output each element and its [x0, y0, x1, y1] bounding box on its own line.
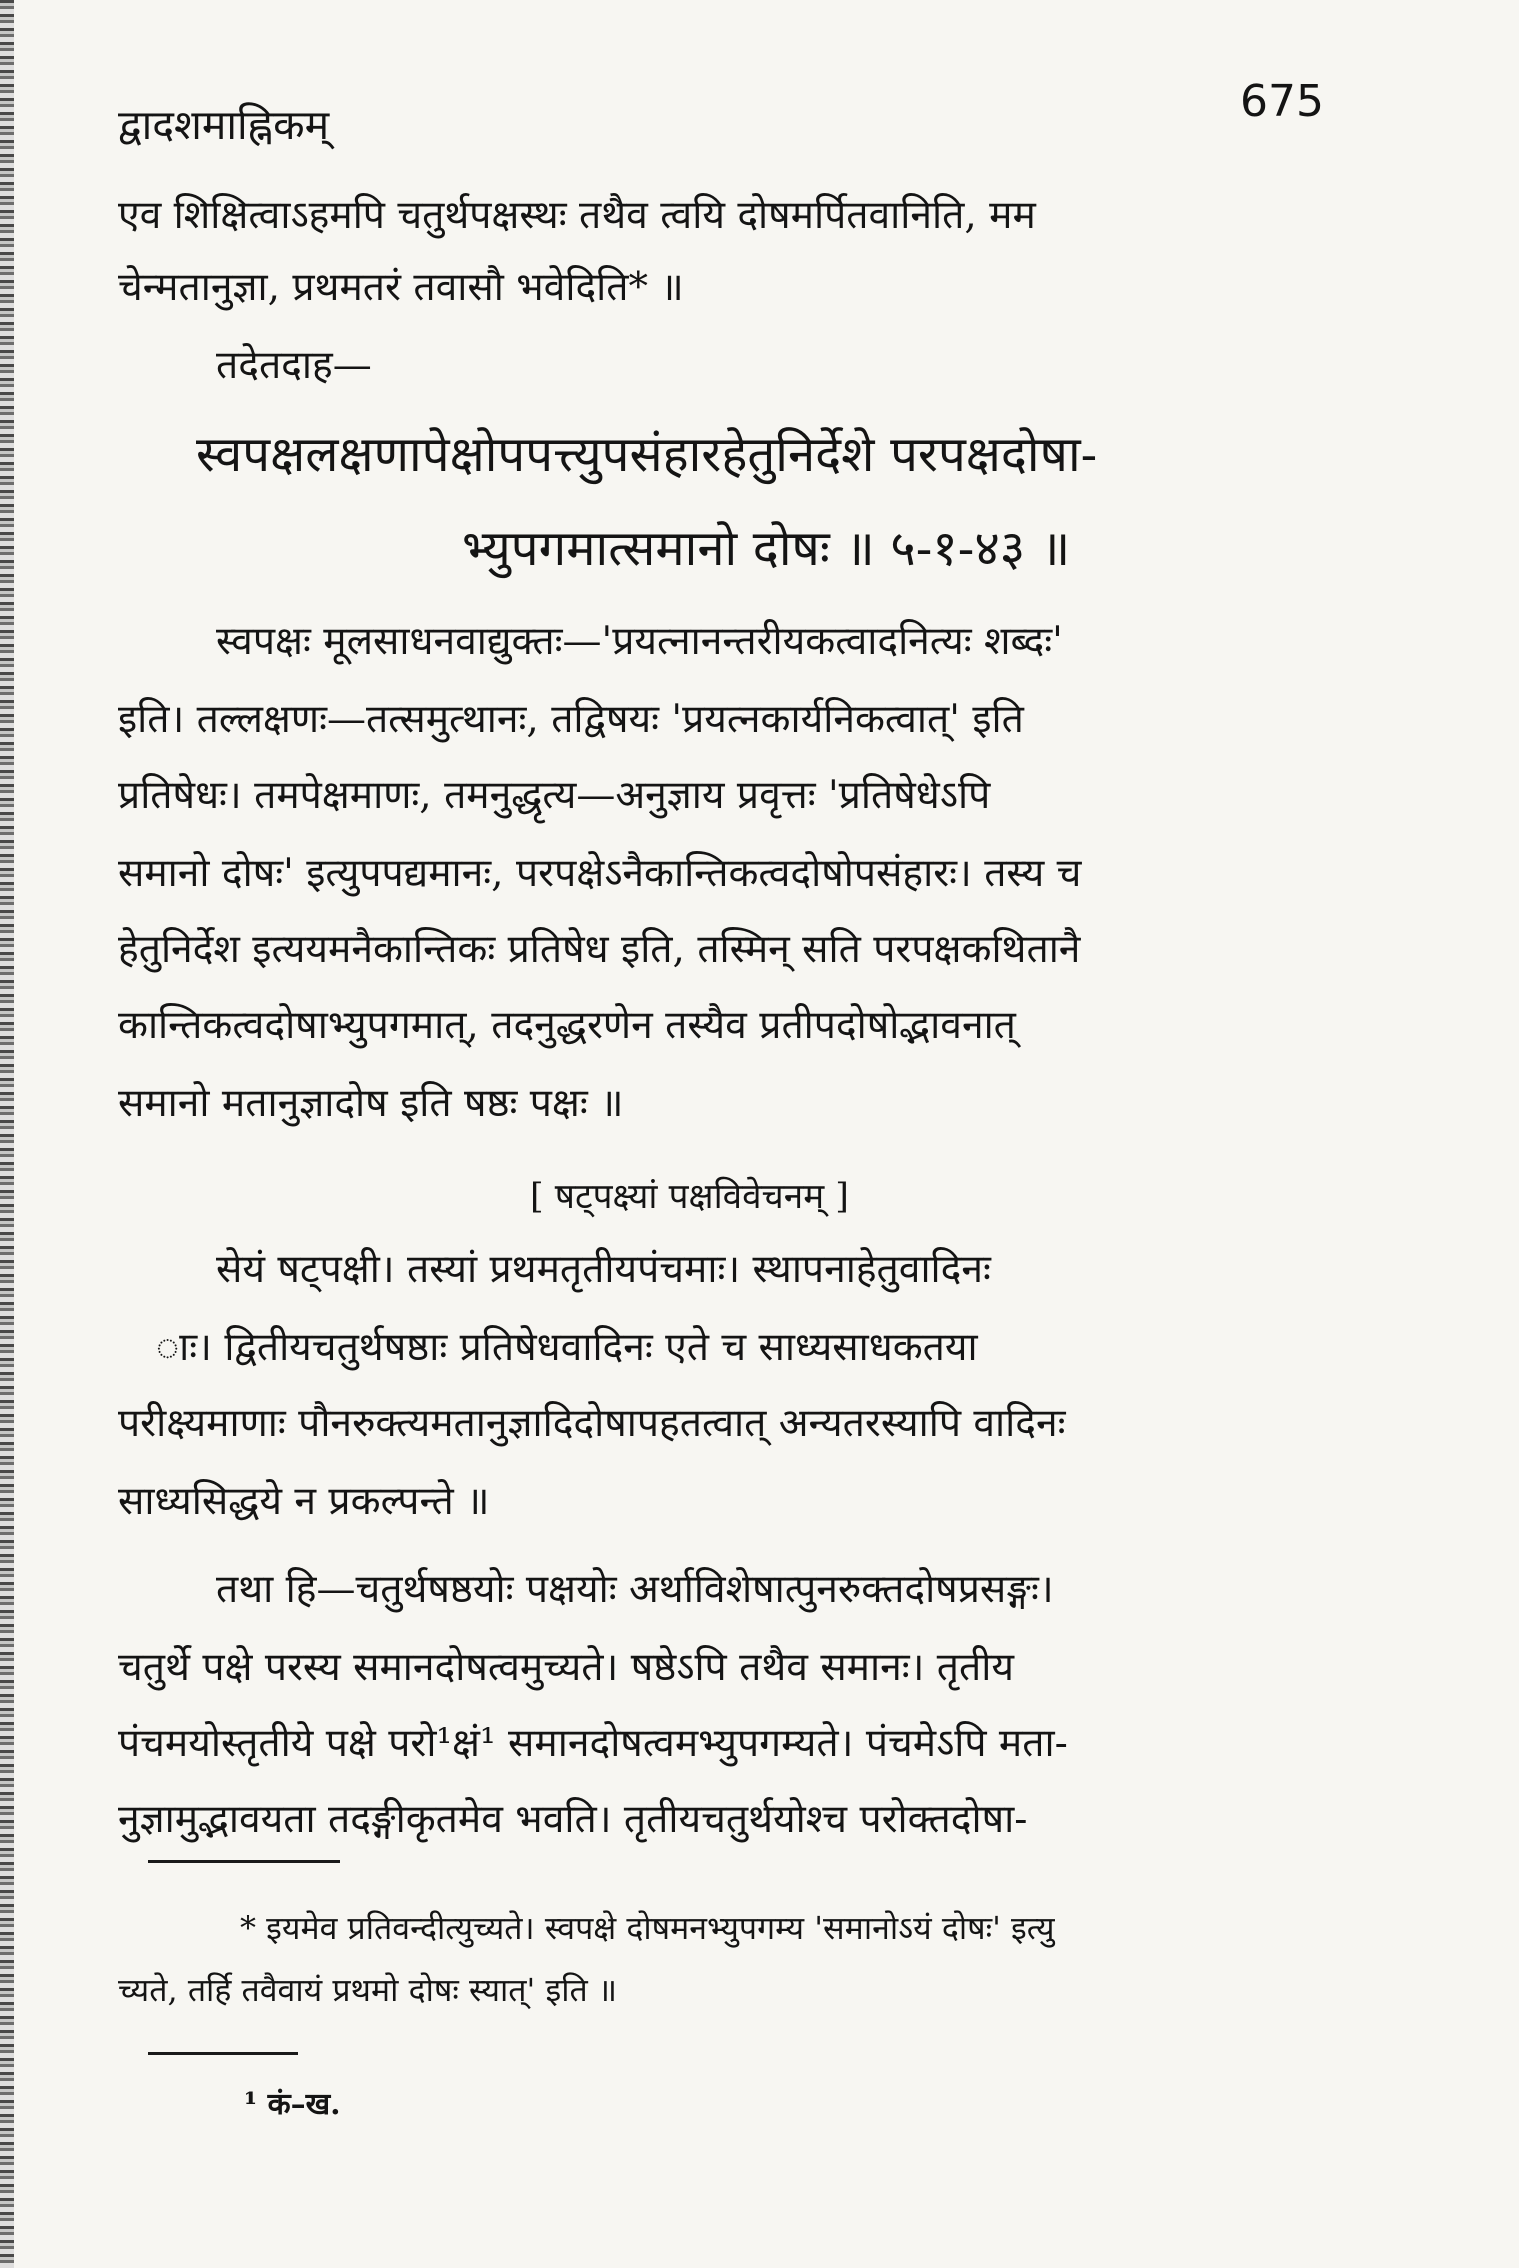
body-line: चेन्मतानुज्ञा, प्रथमतरं तवासौ भवेदिति* ॥	[118, 265, 684, 310]
body-line: चतुर्थे पक्षे परस्य समानदोषत्वमुच्यते। षष्ठेऽपि तथैव समानः। तृतीय	[118, 1645, 1014, 1690]
running-head: द्वादशमाह्निकम्	[118, 101, 330, 149]
body-line: परीक्ष्यमाणाः पौनरुक्त्यमतानुज्ञादिदोषापहतत्वात् अन्यतरस्यापि वादिनः	[118, 1401, 1066, 1446]
body-line: इति। तल्लक्षणः—तत्समुत्थानः, तद्विषयः 'प्रयत्नकार्यनिकत्वात्' इति	[118, 697, 1024, 742]
footnote-star: * इयमेव प्रतिवन्दीत्युच्यते। स्वपक्षे दोषमनभ्युपगम्य 'समानोऽयं दोषः' इत्यु	[240, 1909, 1055, 1947]
body-line: समानो दोषः' इत्युपपद्यमानः, परपक्षेऽनैकान्तिकत्वदोषोपसंहारः। तस्य च	[118, 851, 1082, 896]
sutra-line: भ्युपगमात्समानो दोषः ॥ ५-१-४३ ॥	[462, 520, 1071, 577]
footnote-divider	[148, 2052, 298, 2055]
footnote-star-cont: च्यते, तर्हि तवैवायं प्रथमो दोषः स्यात्' इति ॥	[118, 1971, 618, 2009]
body-line: तथा हि—चतुर्थषष्ठयोः पक्षयोः अर्थाविशेषात्पुनरुक्तदोषप्रसङ्गः।	[216, 1567, 1054, 1612]
body-line: सेयं षट्पक्षी। तस्यां प्रथमतृतीयपंचमाः। स्थापनाहेतुवादिनः	[216, 1247, 991, 1292]
lead-in: तदेतदाह—	[216, 343, 372, 388]
body-line: नुज्ञामुद्भावयता तदङ्गीकृतमेव भवति। तृतीयचतुर्थयोश्च परोक्तदोषा-	[118, 1797, 1028, 1842]
body-line: ाः। द्वितीयचतुर्थषष्ठाः प्रतिषेधवादिनः एते च साध्यसाधकतया	[156, 1325, 978, 1370]
body-line: पंचमयोस्तृतीये पक्षे परो¹क्षं¹ समानदोषत्वमभ्युपगम्यते। पंचमेऽपि मता-	[118, 1721, 1068, 1766]
sutra-line: स्वपक्षलक्षणापेक्षोपपत्त्युपसंहारहेतुनिर्देशे परपक्षदोषा-	[196, 426, 1098, 483]
footnote-divider	[148, 1860, 340, 1863]
body-line: हेतुनिर्देश इत्ययमनैकान्तिकः प्रतिषेध इति, तस्मिन् सति परपक्षकथितानै	[118, 927, 1081, 972]
variant-footnote: ¹ कं–ख.	[244, 2087, 341, 2122]
body-line: कान्तिकत्वदोषाभ्युपगमात्, तदनुद्धरणेन तस्यैव प्रतीपदोषोद्भावनात्	[118, 1003, 1016, 1048]
body-line: समानो मतानुज्ञादोष इति षष्ठः पक्षः ॥	[118, 1081, 624, 1126]
body-line: एव शिक्षित्वाऽहमपि चतुर्थपक्षस्थः तथैव त्वयि दोषमर्पितवानिति, मम	[118, 193, 1036, 238]
body-line: स्वपक्षः मूलसाधनवाद्युक्तः—'प्रयत्नानन्तरीयकत्वादनित्यः शब्दः'	[216, 619, 1063, 664]
page-number: 675	[1240, 76, 1324, 127]
scan-edge-shadow	[0, 0, 14, 2268]
body-line: प्रतिषेधः। तमपेक्षमाणः, तमनुद्धृत्य—अनुज्ञाय प्रवृत्तः 'प्रतिषेधेऽपि	[118, 773, 991, 818]
section-title: [ षट्पक्ष्यां पक्षविवेचनम् ]	[530, 1177, 849, 1217]
body-line: साध्यसिद्धये न प्रकल्पन्ते ॥	[118, 1479, 490, 1524]
